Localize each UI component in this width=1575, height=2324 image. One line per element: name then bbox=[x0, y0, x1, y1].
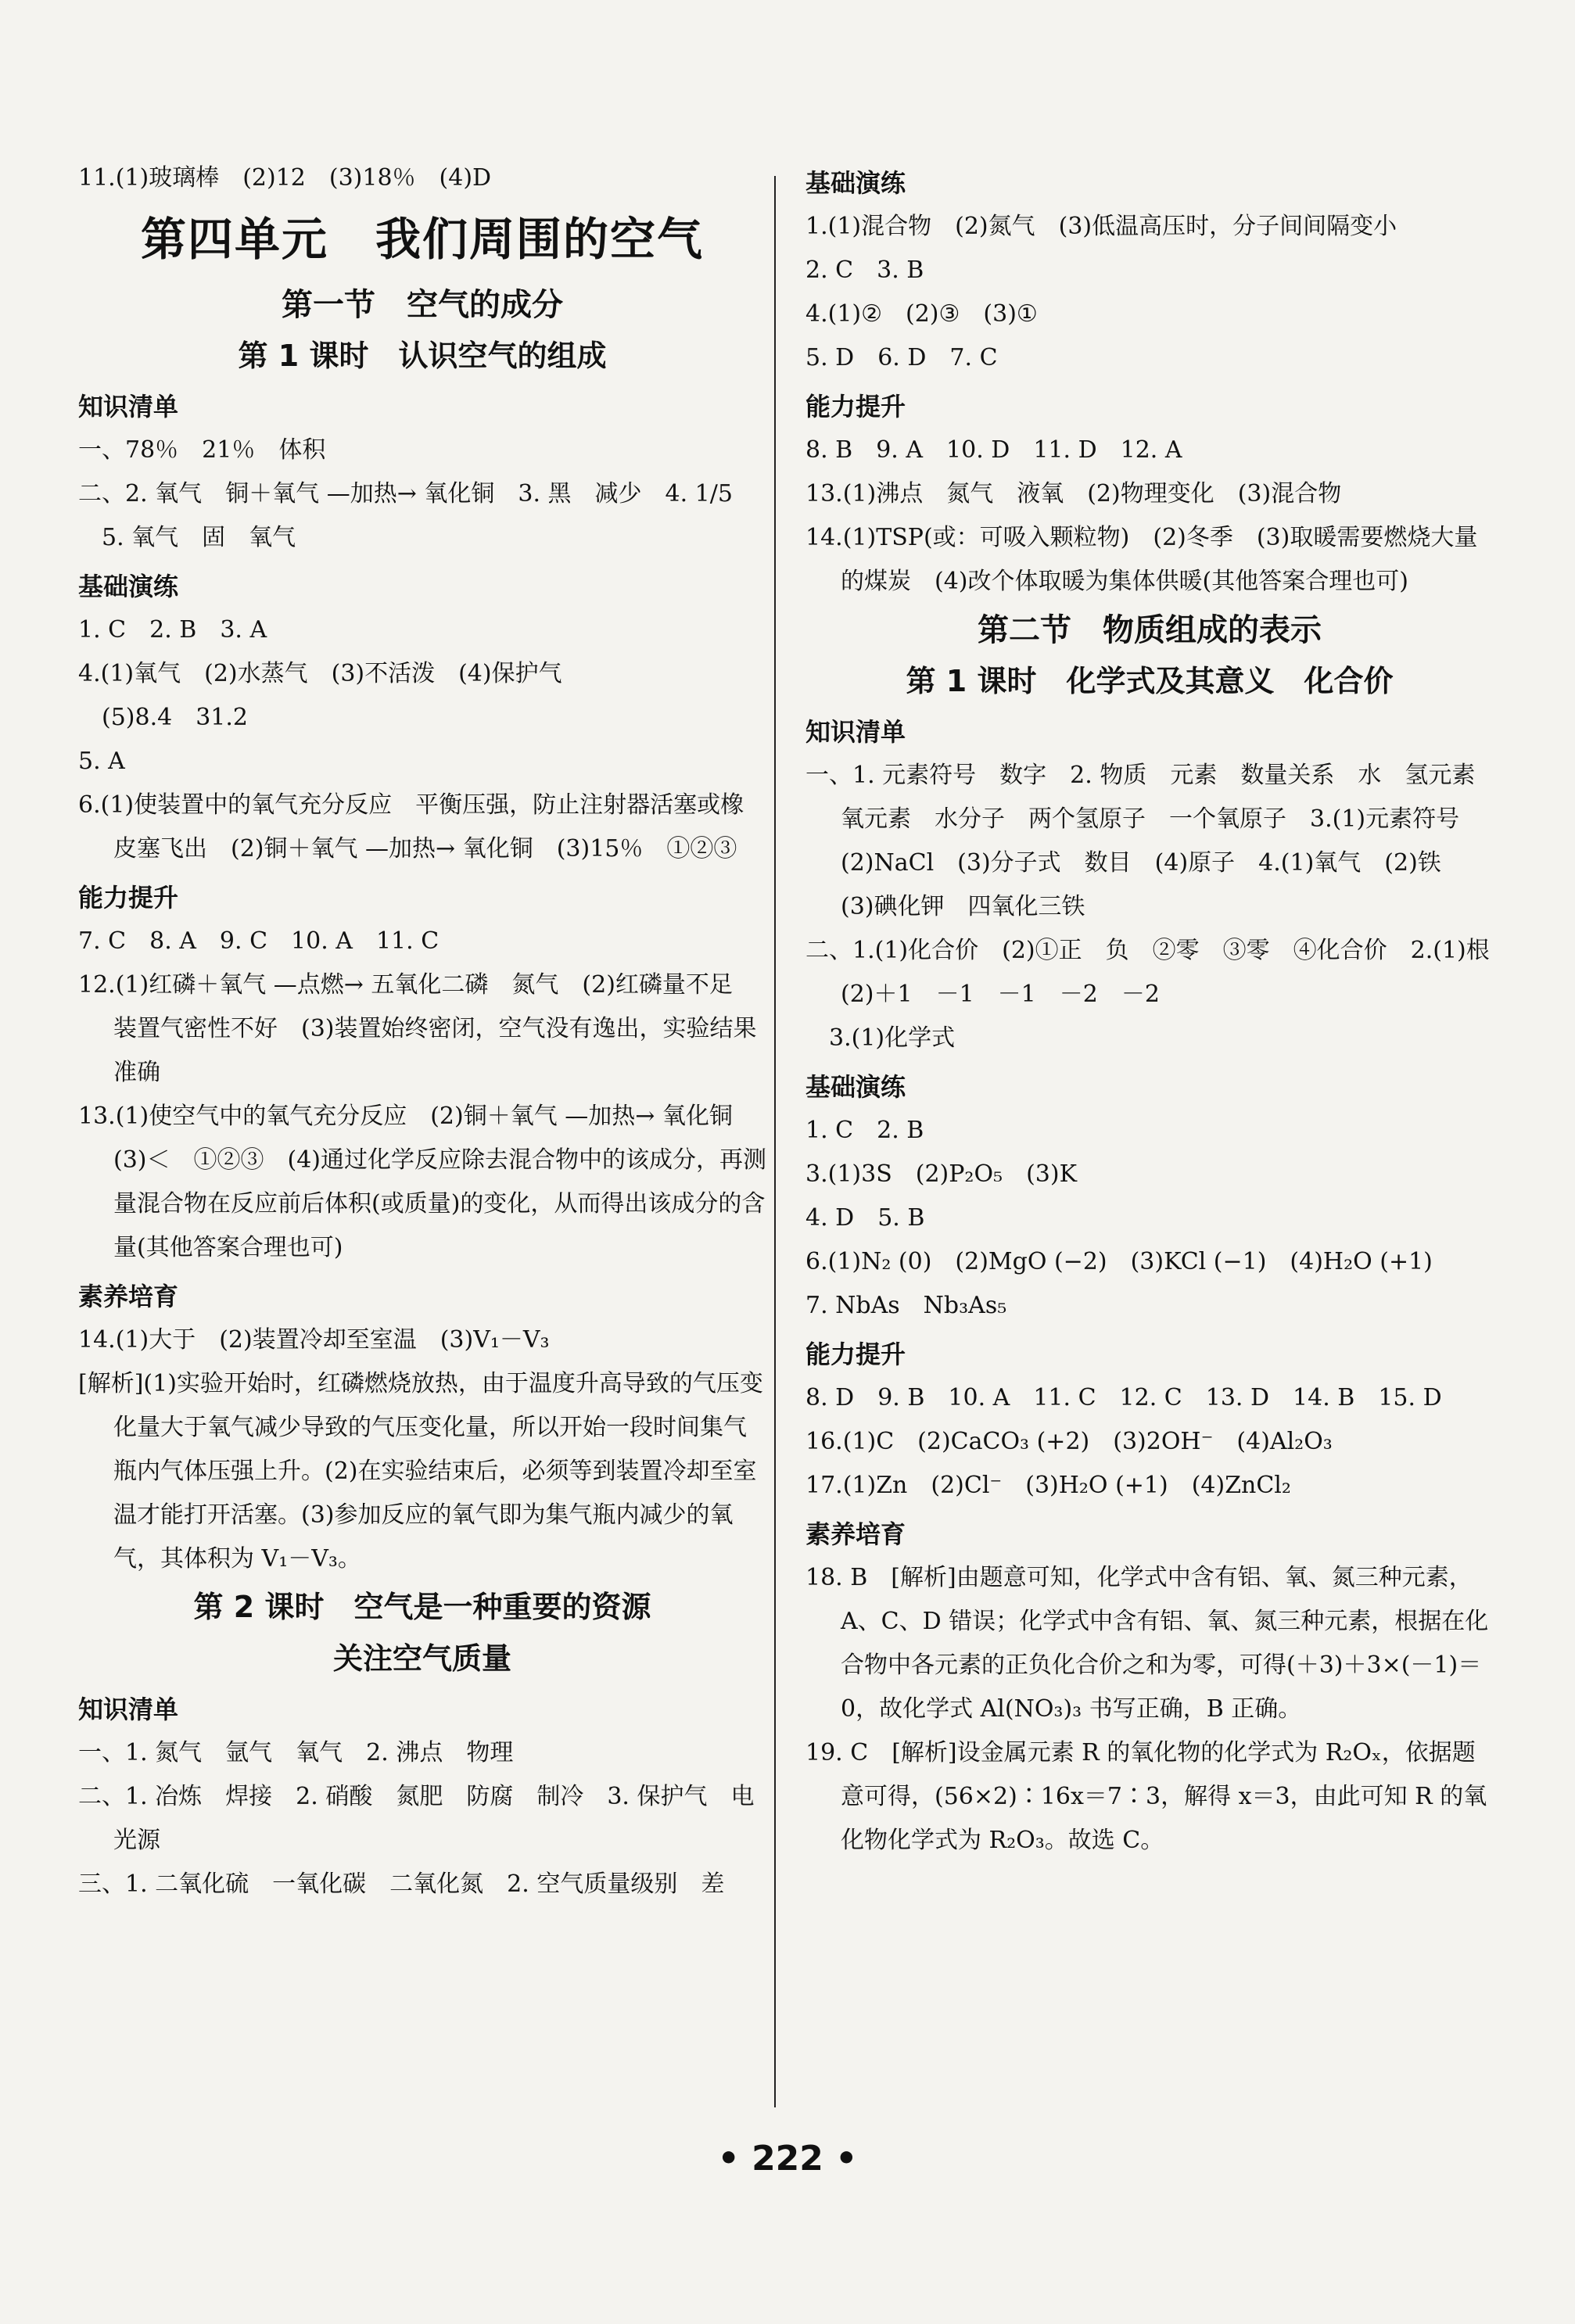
answer-line: 14.(1)TSP(或：可吸入颗粒物) (2)冬季 (3)取暖需要燃烧大量的煤炭 (4)改个体取暖为集体供暖(其他答案合理也可) bbox=[805, 524, 1478, 595]
answer-line: 6.(1)使装置中的氧气充分反应 平衡压强，防止注射器活塞或橡皮塞飞出 (2)铜＋氧气 —加热→ 氧化铜 (3)15％ ①②③ bbox=[78, 791, 744, 863]
answer-line: 6.(1)N₂ (0) (2)MgO (−2) (3)KCl (−1) (4)H₂O (+1) bbox=[805, 1248, 1433, 1275]
section-heading: 能力提升 bbox=[78, 883, 179, 913]
unit-title: 第四单元 我们周围的空气 bbox=[140, 213, 704, 266]
answer-line: (5)8.4 31.2 bbox=[78, 704, 249, 731]
section-heading: 能力提升 bbox=[805, 1340, 906, 1369]
answer-line: 5. D 6. D 7. C bbox=[805, 344, 998, 371]
answer-line: 11.(1)玻璃棒 (2)12 (3)18％ (4)D bbox=[78, 164, 492, 192]
answer-line: 8. D 9. B 10. A 11. C 12. C 13. D 14. B 15. D bbox=[805, 1384, 1442, 1411]
section-heading: 知识清单 bbox=[805, 717, 906, 747]
answer-line: 5. A bbox=[78, 748, 125, 775]
section-heading: 素养培育 bbox=[78, 1282, 179, 1311]
answer-line: 7. C 8. A 9. C 10. A 11. C bbox=[78, 927, 439, 955]
answer-line: 一、78％ 21％ 体积 bbox=[78, 436, 326, 464]
answer-line: 1.(1)混合物 (2)氮气 (3)低温高压时，分子间间隔变小 bbox=[805, 213, 1397, 240]
answer-line: 4. D 5. B bbox=[805, 1204, 925, 1232]
section-heading: 基础演练 bbox=[805, 168, 906, 198]
answer-line: 14.(1)大于 (2)装置冷却至室温 (3)V₁－V₃ bbox=[78, 1326, 550, 1354]
lesson-title: 第 2 课时 空气是一种重要的资源 bbox=[193, 1590, 651, 1624]
answer-line: 二、1.(1)化合价 (2)①正 负 ②零 ③零 ④化合价 2.(1)根 (2)＋1 －1 －1 －2 －2 bbox=[805, 937, 1513, 1008]
answer-line: 8. B 9. A 10. D 11. D 12. A bbox=[805, 436, 1182, 464]
answer-line: 16.(1)C (2)CaCO₃ (+2) (3)2OH⁻ (4)Al₂O₃ bbox=[805, 1428, 1333, 1455]
answer-line: 13.(1)沸点 氮气 液氧 (2)物理变化 (3)混合物 bbox=[805, 480, 1342, 507]
answer-line: 18. B [解析]由题意可知，化学式中含有铝、氧、氮三种元素，A、C、D 错误；化学式中含有铝、氧、氮三种元素，根据在化合物中各元素的正负化合价之和为零，可得(＋3)＋3×(－1)＝0，故化学式 Al(NO₃)₃ 书写正确，B 正确。 bbox=[805, 1564, 1489, 1723]
section-title: 第二节 物质组成的表示 bbox=[978, 612, 1322, 648]
column-divider bbox=[774, 176, 776, 2107]
answer-line: 4.(1)② (2)③ (3)① bbox=[805, 300, 1038, 328]
answer-line: 二、2. 氧气 铜＋氧气 —加热→ 氧化铜 3. 黑 减少 4. 1/5 bbox=[78, 480, 733, 507]
page-number: • 222 • bbox=[717, 2139, 858, 2179]
right-column bbox=[805, 156, 1513, 1863]
lesson-title: 第 1 课时 化学式及其意义 化合价 bbox=[906, 664, 1394, 698]
answer-line: 2. C 3. B bbox=[805, 256, 924, 284]
answer-line: 13.(1)使空气中的氧气充分反应 (2)铜＋氧气 —加热→ 氧化铜 (3)＜ ①②③ (4)通过化学反应除去混合物中的该成分，再测量混合物在反应前后体积(或质量)的变化，从而得出该成分的含量(其他答案合理也可) bbox=[78, 1103, 766, 1261]
answer-line: 二、1. 冶炼 焊接 2. 硝酸 氮肥 防腐 制冷 3. 保护气 电光源 bbox=[78, 1783, 755, 1854]
answer-line: 12.(1)红磷＋氧气 —点燃→ 五氧化二磷 氮气 (2)红磷量不足 装置气密性不好 (3)装置始终密闭，空气没有逸出，实验结果准确 bbox=[78, 971, 757, 1086]
answer-line: 三、1. 二氧化硫 一氧化碳 二氧化氮 2. 空气质量级别 差 bbox=[78, 1870, 725, 1898]
answer-line: 一、1. 元素符号 数字 2. 物质 元素 数量关系 水 氢元素 氧元素 水分子 两个氢原子 一个氧原子 3.(1)元素符号 (2)NaCl (3)分子式 数目 (4)原子 4.(1)氧气 (2)铁 (3)碘化钾 四氧化三铁 bbox=[805, 762, 1499, 920]
answer-line: 4.(1)氧气 (2)水蒸气 (3)不活泼 (4)保护气 bbox=[78, 660, 562, 687]
section-heading: 知识清单 bbox=[78, 392, 179, 421]
section-title: 第一节 空气的成分 bbox=[282, 287, 563, 323]
section-heading: 素养培育 bbox=[805, 1519, 906, 1549]
lesson-title: 关注空气质量 bbox=[332, 1641, 511, 1676]
section-heading: 基础演练 bbox=[78, 572, 179, 601]
answer-line: 5. 氧气 固 氧气 bbox=[78, 524, 296, 551]
left-column bbox=[78, 156, 766, 1906]
answer-line: [解析](1)实验开始时，红磷燃烧放热，由于温度升高导致的气压变化量大于氧气减少导致的气压变化量，所以开始一段时间集气瓶内气体压强上升。(2)在实验结束后，必须等到装置冷却至室温才能打开活塞。(3)参加反应的氧气即为集气瓶内减少的氧气，其体积为 V₁－V₃。 bbox=[78, 1370, 763, 1573]
answer-line: 1. C 2. B 3. A bbox=[78, 616, 267, 644]
lesson-title: 第 1 课时 认识空气的组成 bbox=[238, 339, 607, 373]
answer-line: 7. NbAs Nb₃As₅ bbox=[805, 1292, 1007, 1319]
answer-line: 3.(1)化学式 bbox=[805, 1024, 956, 1052]
section-heading: 能力提升 bbox=[805, 392, 906, 421]
answer-line: 3.(1)3S (2)P₂O₅ (3)K bbox=[805, 1160, 1077, 1188]
answer-line: 17.(1)Zn (2)Cl⁻ (3)H₂O (+1) (4)ZnCl₂ bbox=[805, 1472, 1291, 1499]
section-heading: 知识清单 bbox=[78, 1695, 179, 1724]
answer-line: 1. C 2. B bbox=[805, 1117, 924, 1144]
section-heading: 基础演练 bbox=[805, 1072, 906, 1102]
answer-line: 19. C [解析]设金属元素 R 的氧化物的化学式为 R₂Oₓ，依据题意可得，(56×2)∶16x＝7∶3，解得 x＝3，由此可知 R 的氧化物化学式为 R₂O₃。故选 C。 bbox=[805, 1739, 1487, 1854]
answer-line: 一、1. 氮气 氩气 氧气 2. 沸点 物理 bbox=[78, 1739, 514, 1766]
